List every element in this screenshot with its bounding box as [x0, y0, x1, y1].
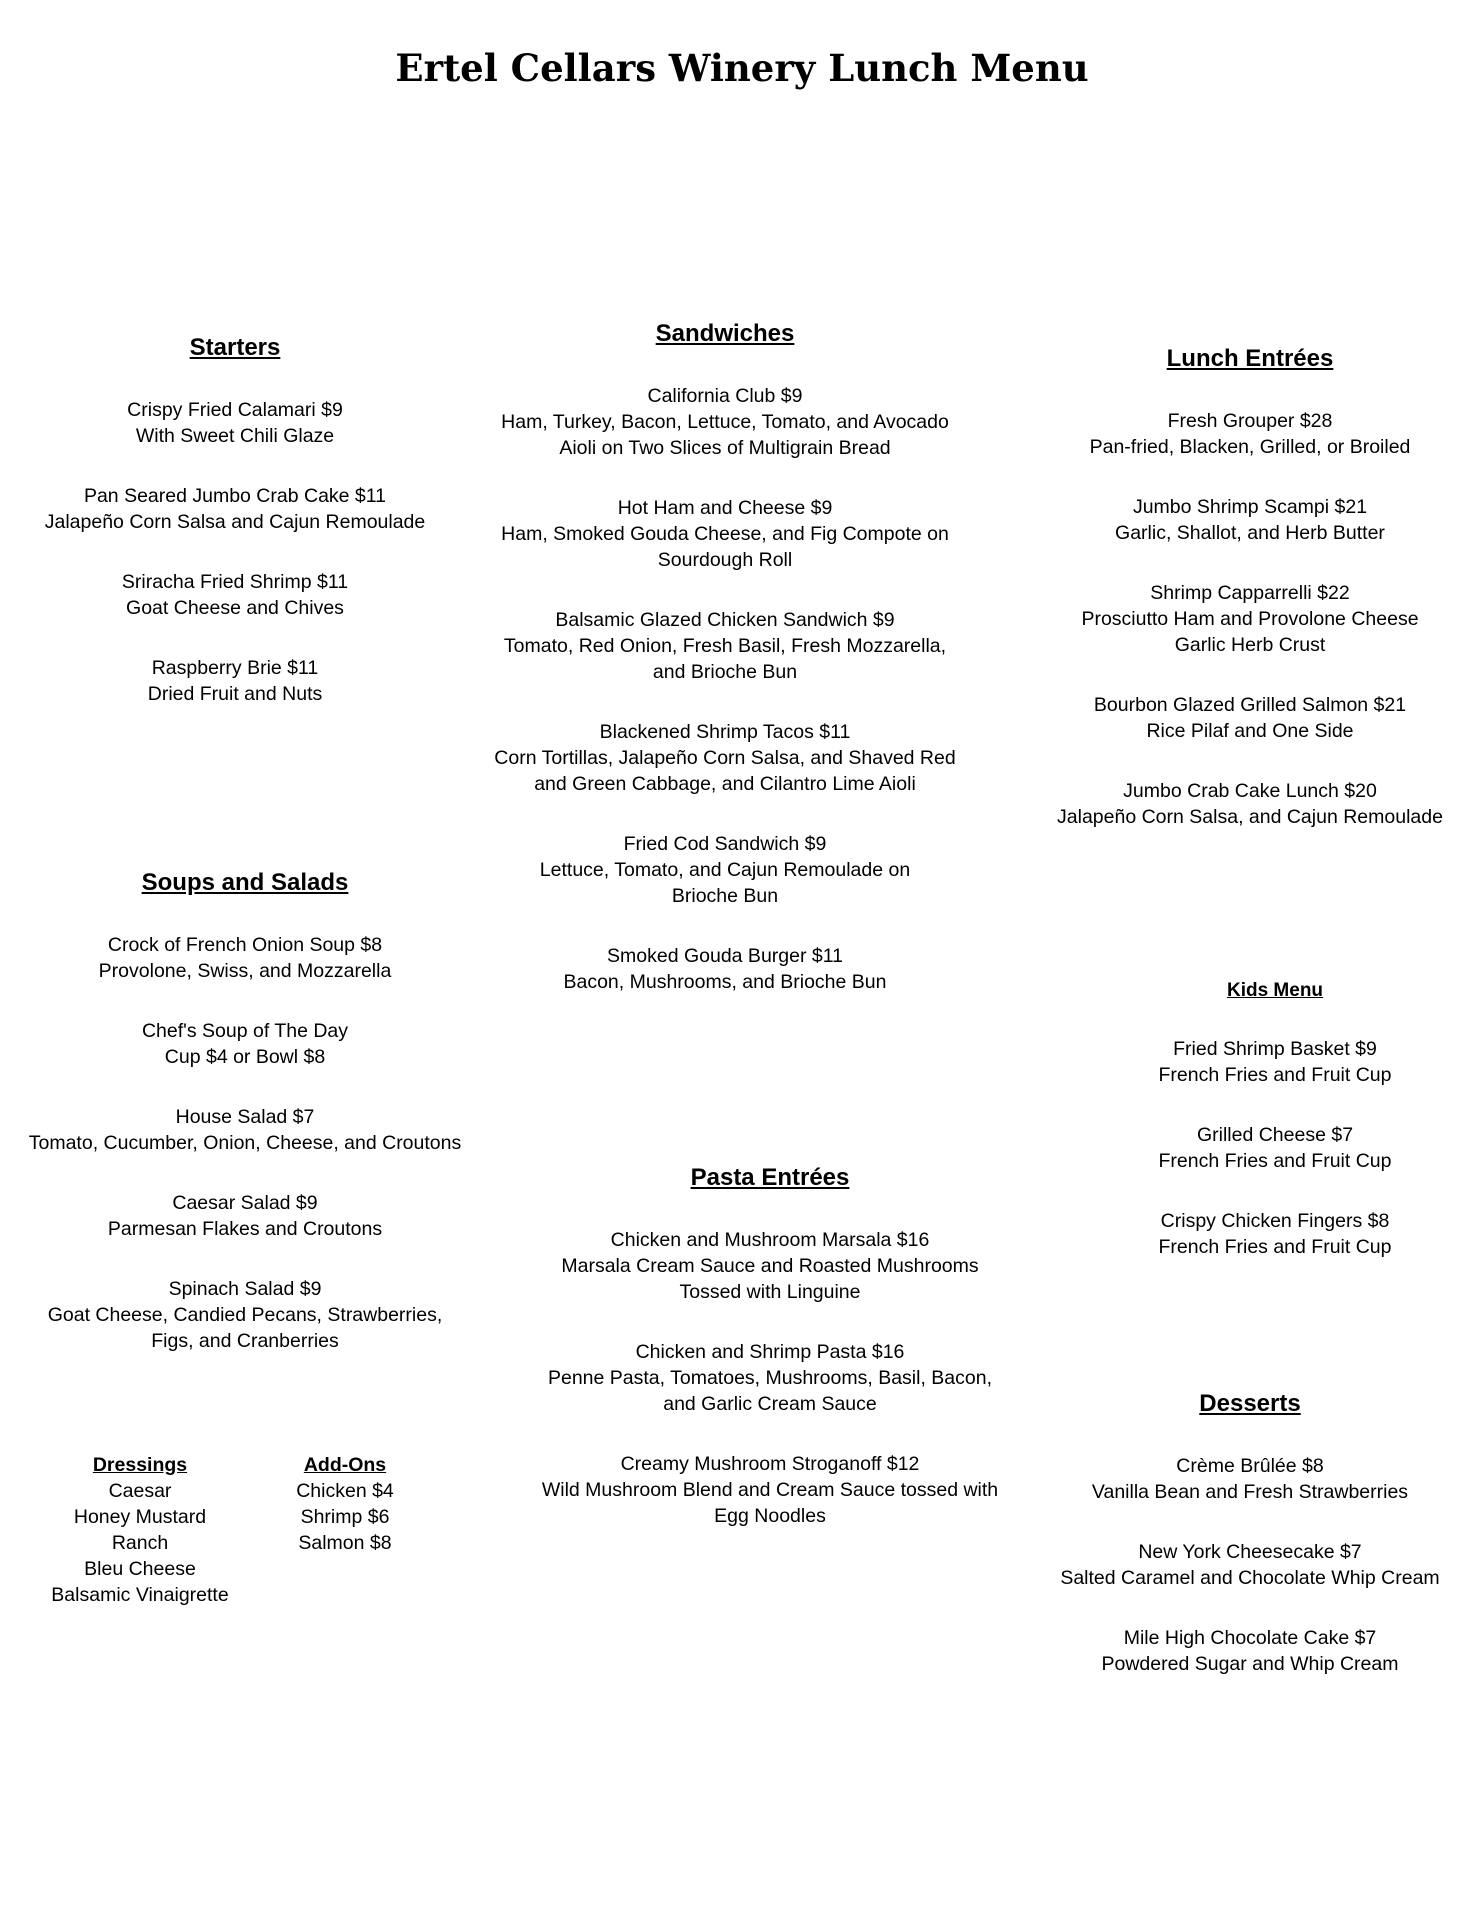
item-name: Smoked Gouda Burger $11 [607, 945, 843, 967]
item-name: Caesar Salad $9 [172, 1192, 318, 1214]
item-description: Rice Pilaf and One Side [1146, 720, 1354, 742]
item-name: Fried Shrimp Basket $9 [1173, 1038, 1377, 1060]
item-name: Crispy Fried Calamari $9 [127, 399, 343, 421]
addon-option: Chicken $4 [296, 1480, 394, 1502]
menu-item [1130, 1208, 1420, 1260]
item-name: Grilled Cheese $7 [1196, 1124, 1354, 1146]
starters-section [20, 333, 450, 741]
item-name: Raspberry Brie $11 [151, 657, 319, 679]
menu-item [1040, 408, 1460, 460]
item-description: Tossed with Linguine [679, 1281, 861, 1303]
menu-item [1130, 1036, 1420, 1088]
item-description: Parmesan Flakes and Croutons [107, 1218, 383, 1240]
menu-item [480, 719, 970, 797]
menu-item [520, 1339, 1020, 1417]
item-description: Tomato, Red Onion, Fresh Basil, Fresh Mozzarella, [503, 635, 947, 657]
item-description: French Fries and Fruit Cup [1158, 1064, 1392, 1086]
sandwiches-heading: Sandwiches [655, 320, 795, 347]
menu-item [480, 495, 970, 573]
dressing-option: Balsamic Vinaigrette [51, 1584, 229, 1606]
dressing-option: Bleu Cheese [84, 1558, 196, 1580]
item-description: Goat Cheese and Chives [126, 597, 344, 619]
menu-item [20, 1018, 470, 1070]
item-description: French Fries and Fruit Cup [1158, 1150, 1392, 1172]
item-description: Jalapeño Corn Salsa and Cajun Remoulade [44, 511, 426, 533]
item-description: Garlic Herb Crust [1174, 634, 1326, 656]
item-name: Creamy Mushroom Stroganoff $12 [620, 1453, 920, 1475]
menu-item [480, 607, 970, 685]
item-name: House Salad $7 [175, 1106, 315, 1128]
menu-item [20, 397, 450, 449]
item-description: French Fries and Fruit Cup [1158, 1236, 1392, 1258]
item-name: Jumbo Shrimp Scampi $21 [1132, 496, 1368, 518]
menu-item [520, 1227, 1020, 1305]
addon-option: Shrimp $6 [300, 1506, 390, 1528]
item-name: Fresh Grouper $28 [1167, 410, 1333, 432]
item-name: Fried Cod Sandwich $9 [623, 833, 827, 855]
addons-list [280, 1452, 410, 1556]
dressing-option: Honey Mustard [73, 1506, 207, 1528]
item-name: Shrimp Capparrelli $22 [1150, 582, 1350, 604]
item-description: Cup $4 or Bowl $8 [164, 1046, 326, 1068]
menu-item [1050, 1453, 1450, 1505]
item-description: Tomato, Cucumber, Onion, Cheese, and Croutons [28, 1132, 462, 1154]
menu-item [1050, 1625, 1450, 1677]
item-name: Crème Brûlée $8 [1176, 1455, 1324, 1477]
kids-menu-heading: Kids Menu [1226, 980, 1324, 1001]
item-name: California Club $9 [647, 385, 803, 407]
menu-item [20, 655, 450, 707]
item-name: Crock of French Onion Soup $8 [107, 934, 383, 956]
item-name: Chef's Soup of The Day [141, 1020, 349, 1042]
menu-item [1040, 692, 1460, 744]
item-description: Dried Fruit and Nuts [147, 683, 323, 705]
kids-menu-section [1130, 976, 1420, 1294]
addons-heading: Add-Ons [303, 1454, 387, 1476]
item-description: Penne Pasta, Tomatoes, Mushrooms, Basil, Bacon, [547, 1367, 993, 1389]
menu-item [20, 483, 450, 535]
item-description: and Green Cabbage, and Cilantro Lime Aioli [534, 773, 916, 795]
item-name: Spinach Salad $9 [168, 1278, 322, 1300]
item-description: Wild Mushroom Blend and Cream Sauce tossed with [541, 1479, 999, 1501]
desserts-section [1050, 1389, 1450, 1711]
item-name: Pan Seared Jumbo Crab Cake $11 [83, 485, 387, 507]
item-description: With Sweet Chili Glaze [135, 425, 335, 447]
item-description: Garlic, Shallot, and Herb Butter [1115, 522, 1385, 544]
item-name: Crispy Chicken Fingers $8 [1160, 1210, 1390, 1232]
item-name: Bourbon Glazed Grilled Salmon $21 [1093, 694, 1407, 716]
lunch-entrees-heading: Lunch Entrées [1166, 345, 1334, 372]
item-description: Provolone, Swiss, and Mozzarella [98, 960, 392, 982]
dressings-list [40, 1452, 240, 1608]
item-description: Ham, Turkey, Bacon, Lettuce, Tomato, and Avocado [501, 411, 949, 433]
item-description: Vanilla Bean and Fresh Strawberries [1091, 1481, 1409, 1503]
soups-salads-section [20, 868, 470, 1388]
menu-item [1130, 1122, 1420, 1174]
item-description: Ham, Smoked Gouda Cheese, and Fig Compote on [501, 523, 949, 545]
pasta-section [520, 1163, 1020, 1563]
item-name: Balsamic Glazed Chicken Sandwich $9 [555, 609, 895, 631]
dressing-option: Caesar [108, 1480, 172, 1502]
desserts-heading: Desserts [1199, 1390, 1301, 1417]
lunch-entrees-section [1040, 344, 1460, 864]
item-description: Jalapeño Corn Salsa, and Cajun Remoulade [1057, 806, 1443, 828]
item-description: Figs, and Cranberries [151, 1330, 339, 1352]
item-name: Jumbo Crab Cake Lunch $20 [1123, 780, 1377, 802]
item-name: Mile High Chocolate Cake $7 [1123, 1627, 1377, 1649]
menu-item [20, 1276, 470, 1354]
item-description: and Garlic Cream Sauce [663, 1393, 877, 1415]
menu-item [20, 1190, 470, 1242]
item-description: Lettuce, Tomato, and Cajun Remoulade on [539, 859, 911, 881]
item-description: Sourdough Roll [657, 549, 793, 571]
menu-item [1040, 778, 1460, 830]
item-name: Sriracha Fried Shrimp $11 [121, 571, 349, 593]
menu-item [520, 1451, 1020, 1529]
item-description: Powdered Sugar and Whip Cream [1101, 1653, 1399, 1675]
soups-salads-heading: Soups and Salads [141, 869, 349, 896]
item-description: Pan-fried, Blacken, Grilled, or Broiled [1089, 436, 1411, 458]
item-name: Chicken and Mushroom Marsala $16 [610, 1229, 930, 1251]
menu-item [20, 932, 470, 984]
item-description: Egg Noodles [714, 1505, 826, 1527]
dressing-option: Ranch [111, 1532, 169, 1554]
item-name: Blackened Shrimp Tacos $11 [599, 721, 851, 743]
menu-item [20, 1104, 470, 1156]
item-description: Prosciutto Ham and Provolone Cheese [1081, 608, 1419, 630]
dressings-heading: Dressings [92, 1454, 188, 1476]
item-description: Corn Tortillas, Jalapeño Corn Salsa, and Shaved Red [494, 747, 956, 769]
item-description: Brioche Bun [671, 885, 779, 907]
sandwiches-section [480, 319, 970, 1029]
item-description: Salted Caramel and Chocolate Whip Cream [1060, 1567, 1440, 1589]
starters-heading: Starters [189, 334, 281, 361]
item-name: Hot Ham and Cheese $9 [617, 497, 833, 519]
addon-option: Salmon $8 [298, 1532, 392, 1554]
item-description: and Brioche Bun [652, 661, 798, 683]
item-description: Aioli on Two Slices of Multigrain Bread [559, 437, 891, 459]
menu-item [1040, 494, 1460, 546]
menu-item [1050, 1539, 1450, 1591]
menu-item [20, 569, 450, 621]
item-name: New York Cheesecake $7 [1138, 1541, 1362, 1563]
item-description: Bacon, Mushrooms, and Brioche Bun [563, 971, 887, 993]
item-name: Chicken and Shrimp Pasta $16 [635, 1341, 905, 1363]
menu-item [480, 831, 970, 909]
item-description: Goat Cheese, Candied Pecans, Strawberries, [47, 1304, 443, 1326]
item-description: Marsala Cream Sauce and Roasted Mushrooms [561, 1255, 979, 1277]
menu-item [1040, 580, 1460, 658]
menu-title: Ertel Cellars Winery Lunch Menu [395, 46, 1089, 90]
pasta-heading: Pasta Entrées [690, 1164, 850, 1191]
menu-item [480, 943, 970, 995]
menu-item [480, 383, 970, 461]
